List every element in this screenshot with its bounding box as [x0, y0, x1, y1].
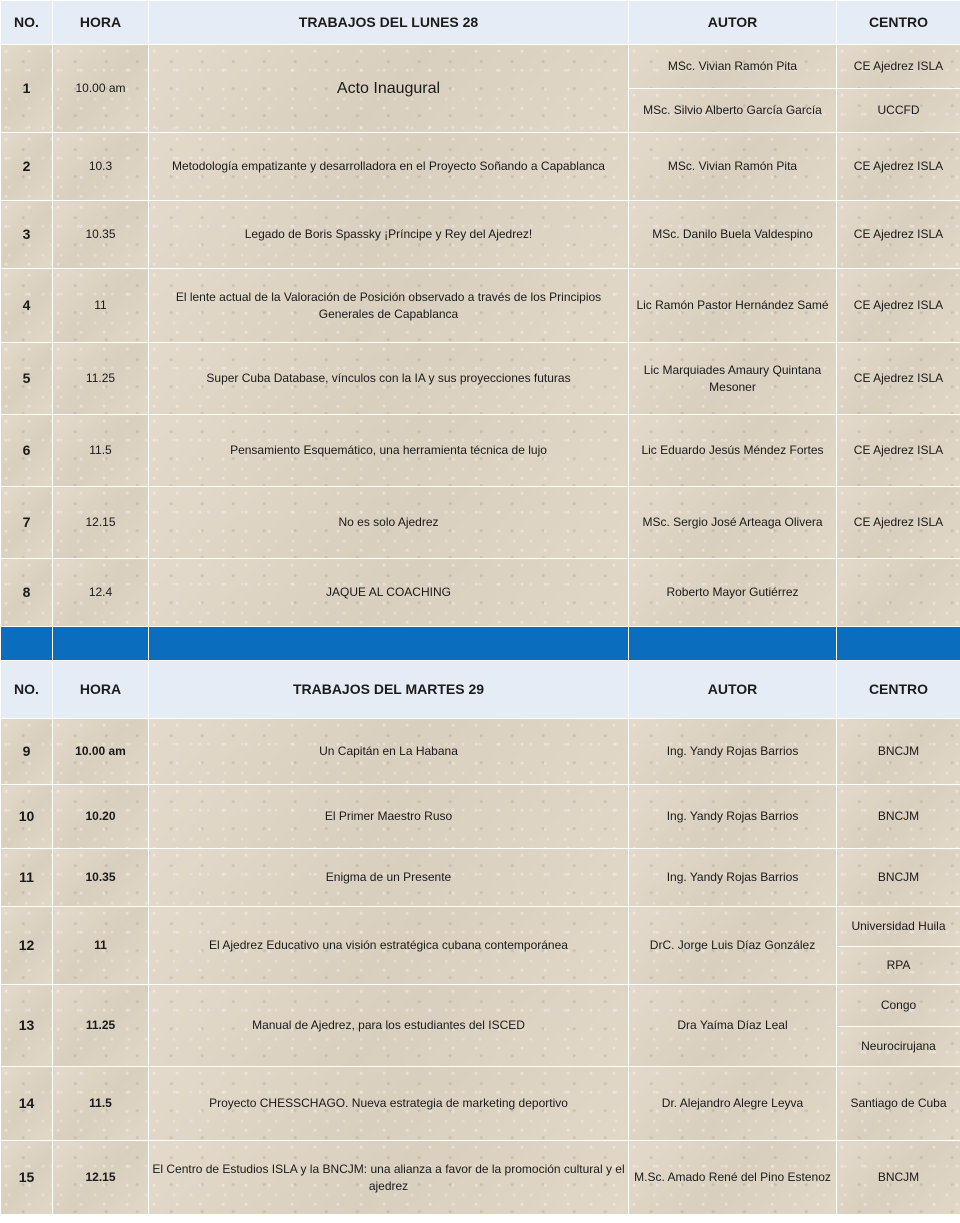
row-number: 15 — [1, 1141, 53, 1215]
row-hora: 10.00 am — [53, 45, 149, 133]
row-centro: CE Ajedrez ISLA — [837, 487, 960, 559]
row-centro: Universidad Huila — [837, 907, 960, 947]
row-number: 6 — [1, 415, 53, 487]
header-no: NO. — [1, 661, 53, 719]
row-number: 11 — [1, 849, 53, 907]
row-centro: BNCJM — [837, 1141, 960, 1215]
row-number: 5 — [1, 343, 53, 415]
table-row — [1, 985, 960, 1027]
row-trabajo: Metodología empatizante y desarrolladora en el Proyecto Soñando a Capablanca — [149, 133, 629, 201]
row-number: 10 — [1, 785, 53, 849]
header-hora: HORA — [53, 661, 149, 719]
row-hora: 11.5 — [53, 415, 149, 487]
row-centro: Congo — [837, 985, 960, 1027]
table-row — [1, 1141, 960, 1215]
header-centro: CENTRO — [837, 1, 960, 45]
table-row — [1, 133, 960, 201]
header-row-monday — [1, 1, 960, 45]
row-autor: Ing. Yandy Rojas Barrios — [629, 785, 837, 849]
row-autor: MSc. Danilo Buela Valdespino — [629, 201, 837, 269]
row-autor: M.Sc. Amado René del Pino Estenoz — [629, 1141, 837, 1215]
row-hora: 10.35 — [53, 201, 149, 269]
table-row — [1, 559, 960, 627]
table-row — [1, 45, 960, 89]
row-trabajo: El Ajedrez Educativo una visión estratégica cubana contemporánea — [149, 907, 629, 985]
table-row — [1, 719, 960, 785]
row-trabajo: Pensamiento Esquemático, una herramienta técnica de lujo — [149, 415, 629, 487]
header-trabajos: TRABAJOS DEL MARTES 29 — [149, 661, 629, 719]
row-trabajo: No es solo Ajedrez — [149, 487, 629, 559]
row-autor: Roberto Mayor Gutiérrez — [629, 559, 837, 627]
row-number: 12 — [1, 907, 53, 985]
row-hora: 11.5 — [53, 1067, 149, 1141]
row-hora: 12.4 — [53, 559, 149, 627]
row-centro: CE Ajedrez ISLA — [837, 269, 960, 343]
section-separator — [1, 627, 960, 661]
row-centro: Neurocirujana — [837, 1027, 960, 1067]
header-autor: AUTOR — [629, 661, 837, 719]
row-centro: RPA — [837, 947, 960, 985]
row-number: 3 — [1, 201, 53, 269]
row-number: 8 — [1, 559, 53, 627]
table-row — [1, 269, 960, 343]
table-row — [1, 849, 960, 907]
header-no: NO. — [1, 1, 53, 45]
table-row — [1, 201, 960, 269]
row-centro: CE Ajedrez ISLA — [837, 201, 960, 269]
row-number: 7 — [1, 487, 53, 559]
row-autor: Lic Ramón Pastor Hernández Samé — [629, 269, 837, 343]
header-hora: HORA — [53, 1, 149, 45]
row-autor: Lic Marquiades Amaury Quintana Mesoner — [629, 343, 837, 415]
row-centro: BNCJM — [837, 719, 960, 785]
row-centro: BNCJM — [837, 785, 960, 849]
row-hora: 10.3 — [53, 133, 149, 201]
row-centro: BNCJM — [837, 849, 960, 907]
row-centro: CE Ajedrez ISLA — [837, 415, 960, 487]
table-row — [1, 1067, 960, 1141]
row-centro: CE Ajedrez ISLA — [837, 133, 960, 201]
header-centro: CENTRO — [837, 661, 960, 719]
row-trabajo: El lente actual de la Valoración de Posición observado a través de los Principios Generales de Capablanca — [149, 269, 629, 343]
table-row — [1, 785, 960, 849]
row-centro: UCCFD — [837, 89, 960, 133]
row-centro: CE Ajedrez ISLA — [837, 45, 960, 89]
header-row-tuesday — [1, 661, 960, 719]
table-row — [1, 343, 960, 415]
table-row — [1, 487, 960, 559]
row-autor: MSc. Vivian Ramón Pita — [629, 45, 837, 89]
row-autor: Dr. Alejandro Alegre Leyva — [629, 1067, 837, 1141]
row-centro: CE Ajedrez ISLA — [837, 343, 960, 415]
row-autor: Lic Eduardo Jesús Méndez Fortes — [629, 415, 837, 487]
row-trabajo: Acto Inaugural — [149, 45, 629, 133]
row-number: 13 — [1, 985, 53, 1067]
row-trabajo: JAQUE AL COACHING — [149, 559, 629, 627]
row-hora: 12.15 — [53, 487, 149, 559]
row-trabajo: El Centro de Estudios ISLA y la BNCJM: una alianza a favor de la promoción cultural y el ajedrez — [149, 1141, 629, 1215]
row-autor: DrC. Jorge Luis Díaz González — [629, 907, 837, 985]
row-autor: Dra Yaíma Díaz Leal — [629, 985, 837, 1067]
row-trabajo: Super Cuba Database, vínculos con la IA y sus proyecciones futuras — [149, 343, 629, 415]
row-hora: 11 — [53, 907, 149, 985]
header-autor: AUTOR — [629, 1, 837, 45]
row-number: 1 — [1, 45, 53, 133]
row-number: 14 — [1, 1067, 53, 1141]
row-hora: 12.15 — [53, 1141, 149, 1215]
row-hora: 10.35 — [53, 849, 149, 907]
row-trabajo: Legado de Boris Spassky ¡Príncipe y Rey del Ajedrez! — [149, 201, 629, 269]
row-hora: 11.25 — [53, 985, 149, 1067]
row-trabajo: El Primer Maestro Ruso — [149, 785, 629, 849]
row-trabajo: Un Capitán en La Habana — [149, 719, 629, 785]
row-autor: Ing. Yandy Rojas Barrios — [629, 849, 837, 907]
row-number: 9 — [1, 719, 53, 785]
row-centro — [837, 559, 960, 627]
row-autor: MSc. Silvio Alberto García García — [629, 89, 837, 133]
table-row — [1, 415, 960, 487]
row-hora: 11.25 — [53, 343, 149, 415]
row-trabajo: Manual de Ajedrez, para los estudiantes del ISCED — [149, 985, 629, 1067]
row-hora: 11 — [53, 269, 149, 343]
row-hora: 10.20 — [53, 785, 149, 849]
header-trabajos: TRABAJOS DEL LUNES 28 — [149, 1, 629, 45]
row-hora: 10.00 am — [53, 719, 149, 785]
row-centro: Santiago de Cuba — [837, 1067, 960, 1141]
row-autor: MSc. Vivian Ramón Pita — [629, 133, 837, 201]
row-trabajo: Enigma de un Presente — [149, 849, 629, 907]
row-autor: MSc. Sergio José Arteaga Olivera — [629, 487, 837, 559]
row-trabajo: Proyecto CHESSCHAGO. Nueva estrategia de marketing deportivo — [149, 1067, 629, 1141]
table-row — [1, 907, 960, 947]
row-autor: Ing. Yandy Rojas Barrios — [629, 719, 837, 785]
row-number: 2 — [1, 133, 53, 201]
row-number: 4 — [1, 269, 53, 343]
